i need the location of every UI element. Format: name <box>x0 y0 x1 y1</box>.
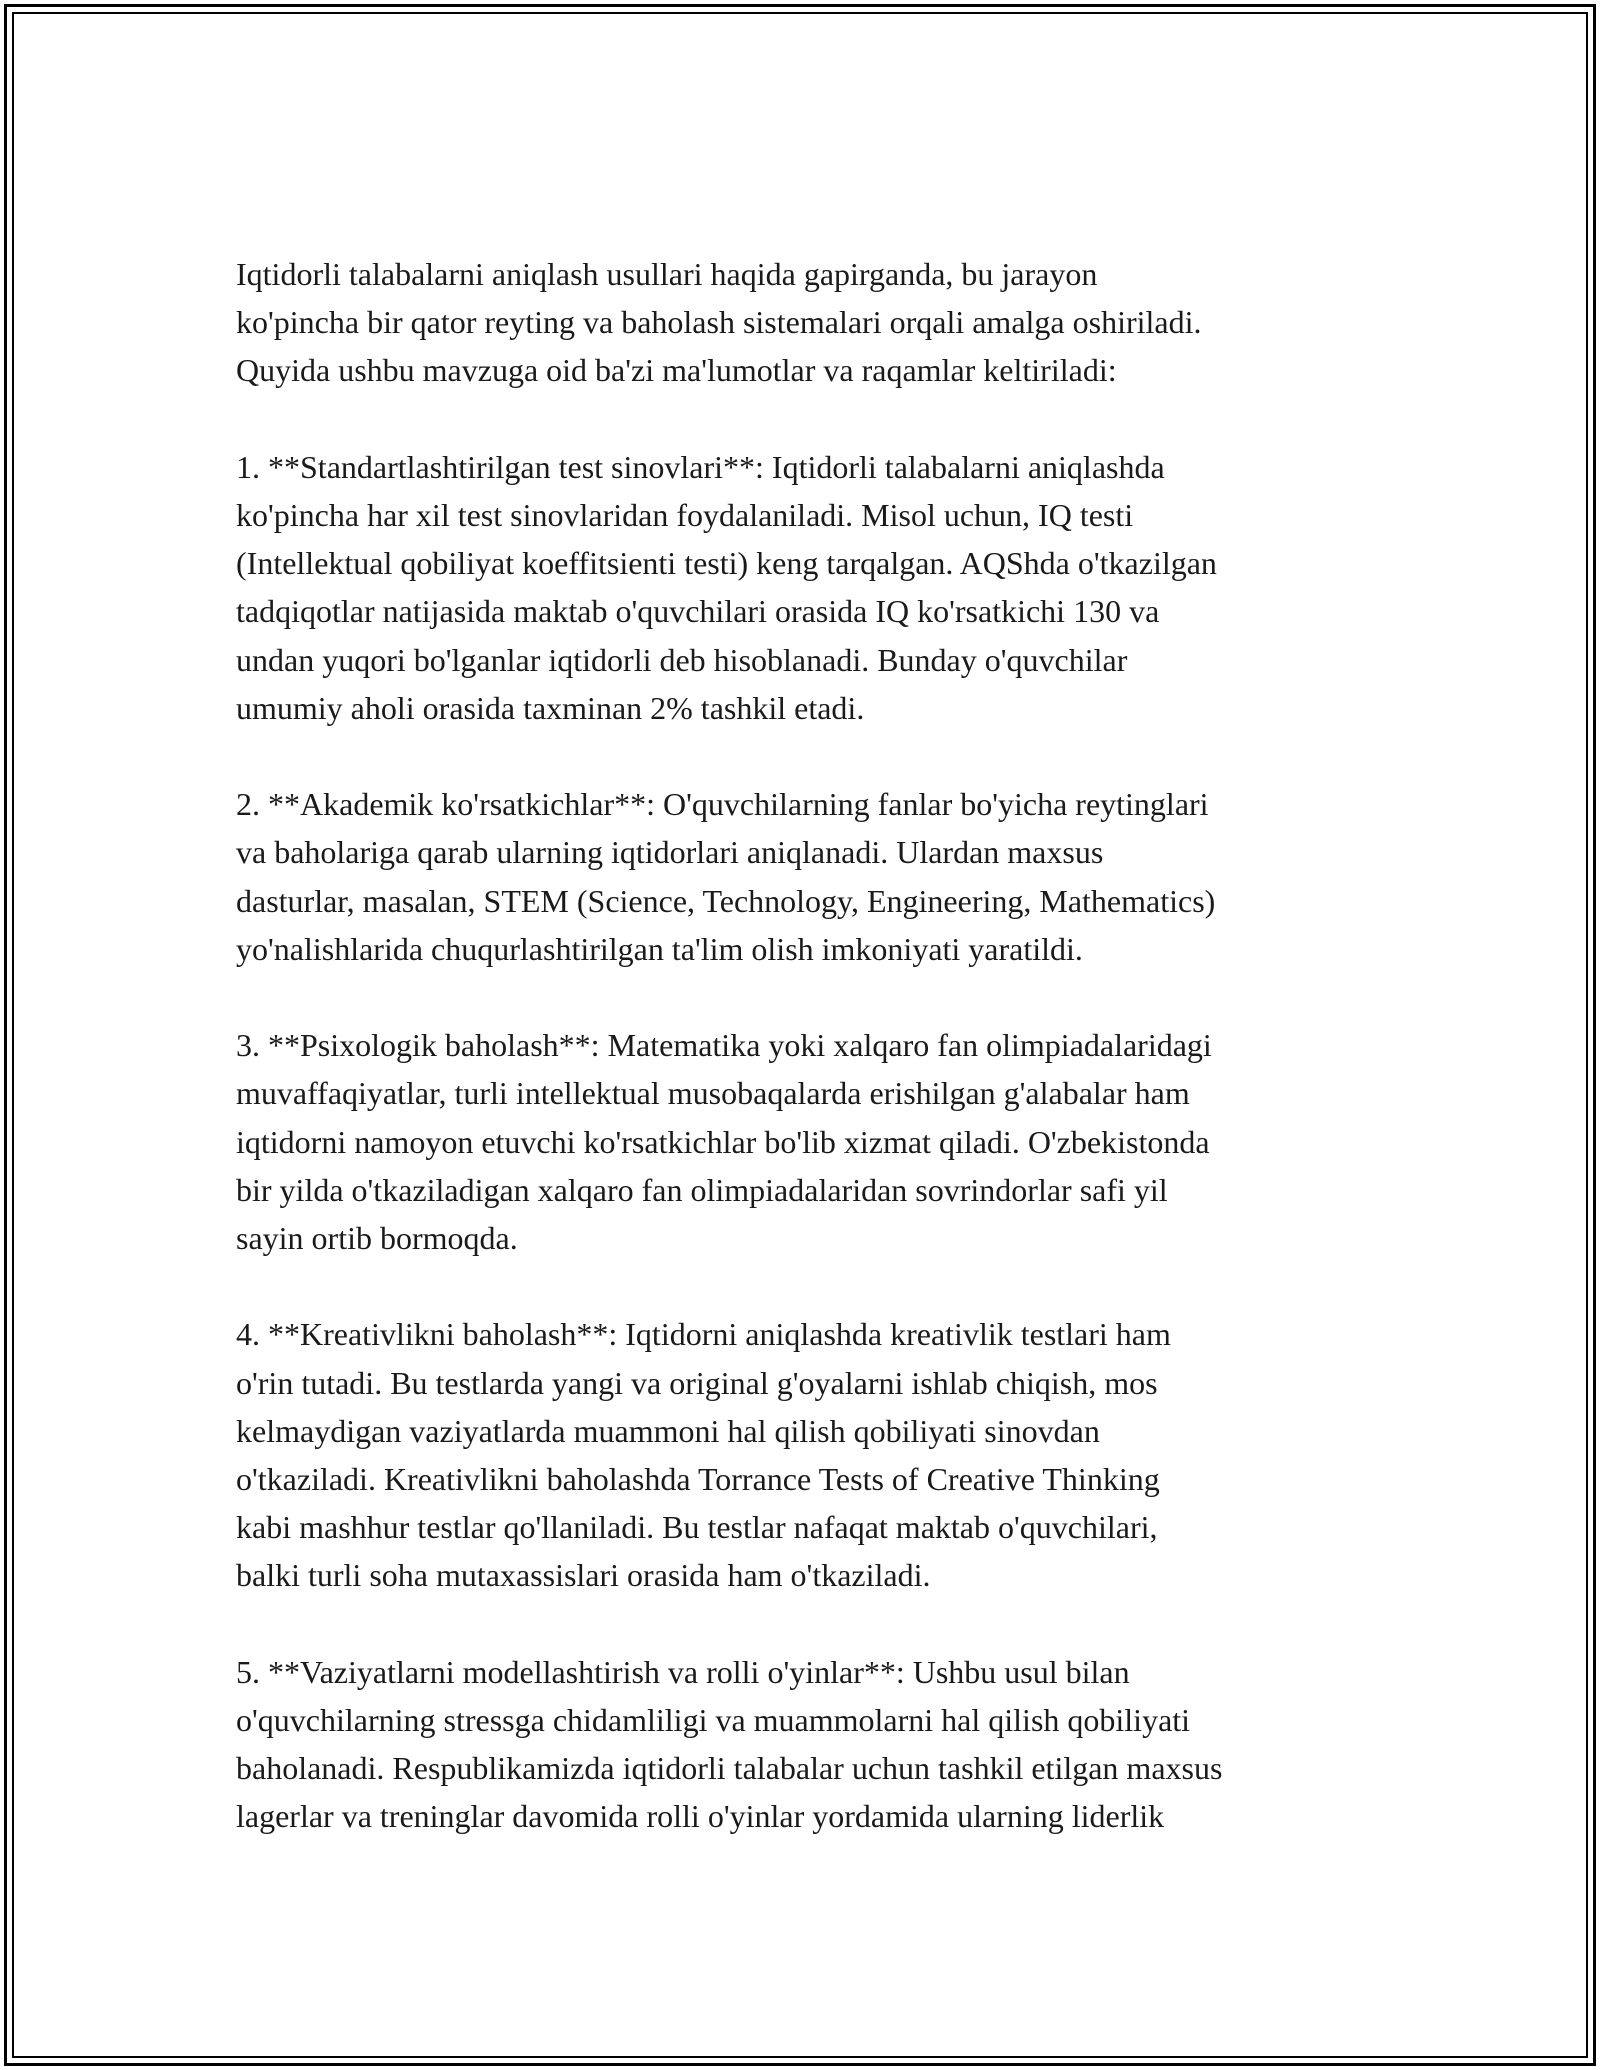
list-item-situation-modeling: 5. **Vaziyatlarni modellashtirish va rolli o'yinlar**: Ushbu usul bilan o'quvchilarning stressga chidamliligi va muammolarni hal qilish qobiliyati baholanadi. Respublikamizda iqtidorli talabalar uchun tashkil etilgan maxsus lagerlar va treninglar davomida rolli o'yinlar yordamida ularning liderlik <box>236 1653 1223 1835</box>
list-item-psychological-assessment: 3. **Psixologik baholash**: Matematika yoki xalqaro fan olimpiadalaridagi muvaffaqiyatlar, turli intellektual musobaqalarda erishilgan g'alabalar ham iqtidorni namoyon etuvchi ko'rsatkichlar bo'lib xizmat qiladi. O'zbekistonda bir yilda o'tkaziladigan xalqaro fan olimpiadalaridan sovrindorlar safi yil sayin ortib bormoqda. <box>236 1027 1212 1257</box>
list-item-academic-indicators: 2. **Akademik ko'rsatkichlar**: O'quvchilarning fanlar bo'yicha reytinglari va baholariga qarab ularning iqtidorlari aniqlanadi. Ulardan maxsus dasturlar, masalan, STEM (Science, Technology, Engineering, Mathematics) yo'nalishlarida chuqurlashtirilgan ta'lim olish imkoniyati yaratildi. <box>236 786 1216 967</box>
intro-paragraph: Iqtidorli talabalarni aniqlash usullari haqida gapirganda, bu jarayon ko'pincha bir qator reyting va baholash sistemalari orqali amalga oshiriladi. Quyida ushbu mavzuga oid ba'zi ma'lumotlar va raqamlar keltiriladi: <box>236 256 1202 389</box>
list-item-standardized-tests: 1. **Standartlashtirilgan test sinovlari**: Iqtidorli talabalarni aniqlashda ko'pincha har xil test sinovlaridan foydalaniladi. Misol uchun, IQ testi (Intellektual qobiliyat koeffitsienti testi) keng tarqalgan. AQShda o'tkazilgan tadqiqotlar natijasida maktab o'quvchilari orasida IQ ko'rsatkichi 130 va undan yuqori bo'lganlar iqtidorli deb hisoblanadi. Bunday o'quvchilar umumiy aholi orasida taxminan 2% tashkil etadi. <box>236 448 1217 726</box>
list-item-creativity-assessment: 4. **Kreativlikni baholash**: Iqtidorni aniqlashda kreativlik testlari ham o'rin tutadi. Bu testlarda yangi va original g'oyalarni ishlab chiqish, mos kelmaydigan vaziyatlarda muammoni hal qilish qobiliyati sinovdan o'tkaziladi. Kreativlikni baholashda Torrance Tests of Creative Thinking kabi mashhur testlar qo'llaniladi. Bu testlar nafaqat maktab o'quvchilari, balki turli soha mutaxassislari orasida ham o'tkaziladi. <box>236 1316 1171 1594</box>
document-body <box>236 250 1396 1841</box>
